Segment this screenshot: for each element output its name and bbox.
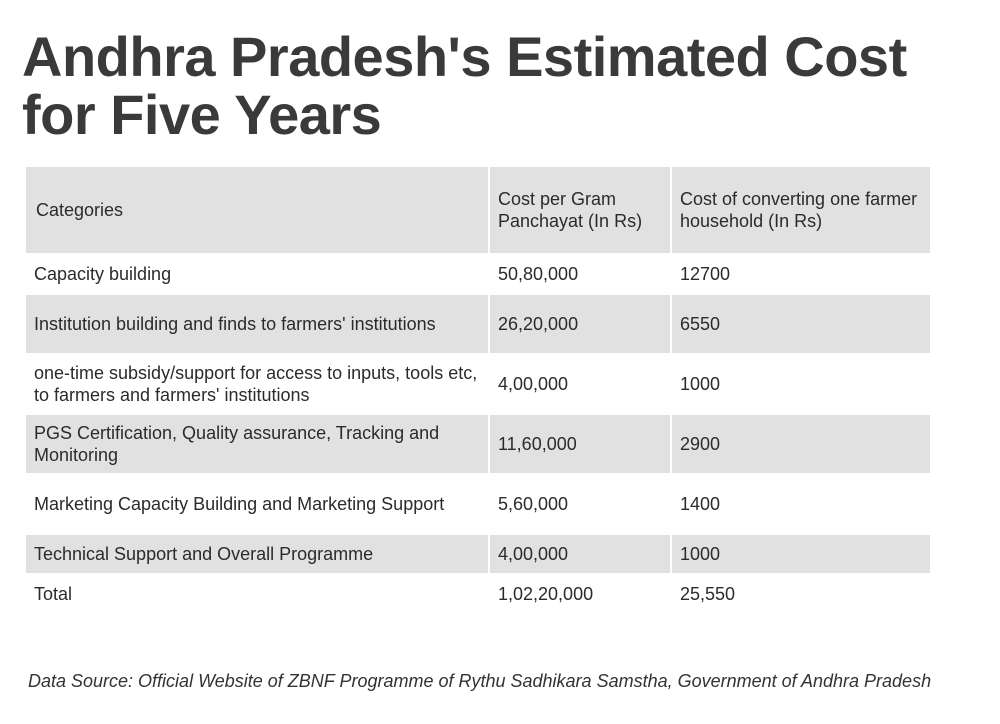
cell-category: PGS Certification, Quality assurance, Tracking and Monitoring (26, 415, 490, 475)
cell-cost-per-panchayat: 11,60,000 (490, 415, 672, 475)
cell-cost-per-panchayat: 26,20,000 (490, 295, 672, 355)
table-row (26, 295, 930, 355)
cell-category: Capacity building (26, 255, 490, 295)
table-row (26, 255, 930, 295)
cell-cost-per-panchayat: 1,02,20,000 (490, 575, 672, 615)
cell-cost-per-household: 25,550 (672, 575, 930, 615)
header-cost-per-gram-panchayat: Cost per Gram Panchayat (In Rs) (490, 167, 672, 255)
chart-title: Andhra Pradesh's Estimated Cost for Five Years (22, 25, 907, 146)
data-source-note: Data Source: Official Website of ZBNF Programme of Rythu Sadhikara Samstha, Government of Andhra Pradesh (28, 671, 932, 691)
cell-cost-per-household: 2900 (672, 415, 930, 475)
table-row (26, 355, 930, 415)
table-header-row (26, 167, 930, 255)
cell-cost-per-household: 6550 (672, 295, 930, 355)
cell-category: Technical Support and Overall Programme (26, 535, 490, 575)
cell-category: Institution building and finds to farmers' institutions (26, 295, 490, 355)
header-categories: Categories (26, 167, 490, 255)
table-row (26, 535, 930, 575)
cell-category: one-time subsidy/support for access to inputs, tools etc, to farmers and farmers' institutions (26, 355, 490, 415)
cell-cost-per-panchayat: 50,80,000 (490, 255, 672, 295)
table-row (26, 475, 930, 535)
table-row (26, 415, 930, 475)
cell-cost-per-household: 12700 (672, 255, 930, 295)
cell-cost-per-household: 1000 (672, 535, 930, 575)
cell-category: Total (26, 575, 490, 615)
cell-cost-per-household: 1000 (672, 355, 930, 415)
cell-cost-per-panchayat: 5,60,000 (490, 475, 672, 535)
cell-category: Marketing Capacity Building and Marketing Support (26, 475, 490, 535)
cost-table (26, 167, 930, 615)
cell-cost-per-panchayat: 4,00,000 (490, 355, 672, 415)
cost-table-container (26, 167, 930, 615)
cell-cost-per-household: 1400 (672, 475, 930, 535)
cell-cost-per-panchayat: 4,00,000 (490, 535, 672, 575)
table-row-total (26, 575, 930, 615)
header-cost-per-household: Cost of converting one farmer household (In Rs) (672, 167, 930, 255)
